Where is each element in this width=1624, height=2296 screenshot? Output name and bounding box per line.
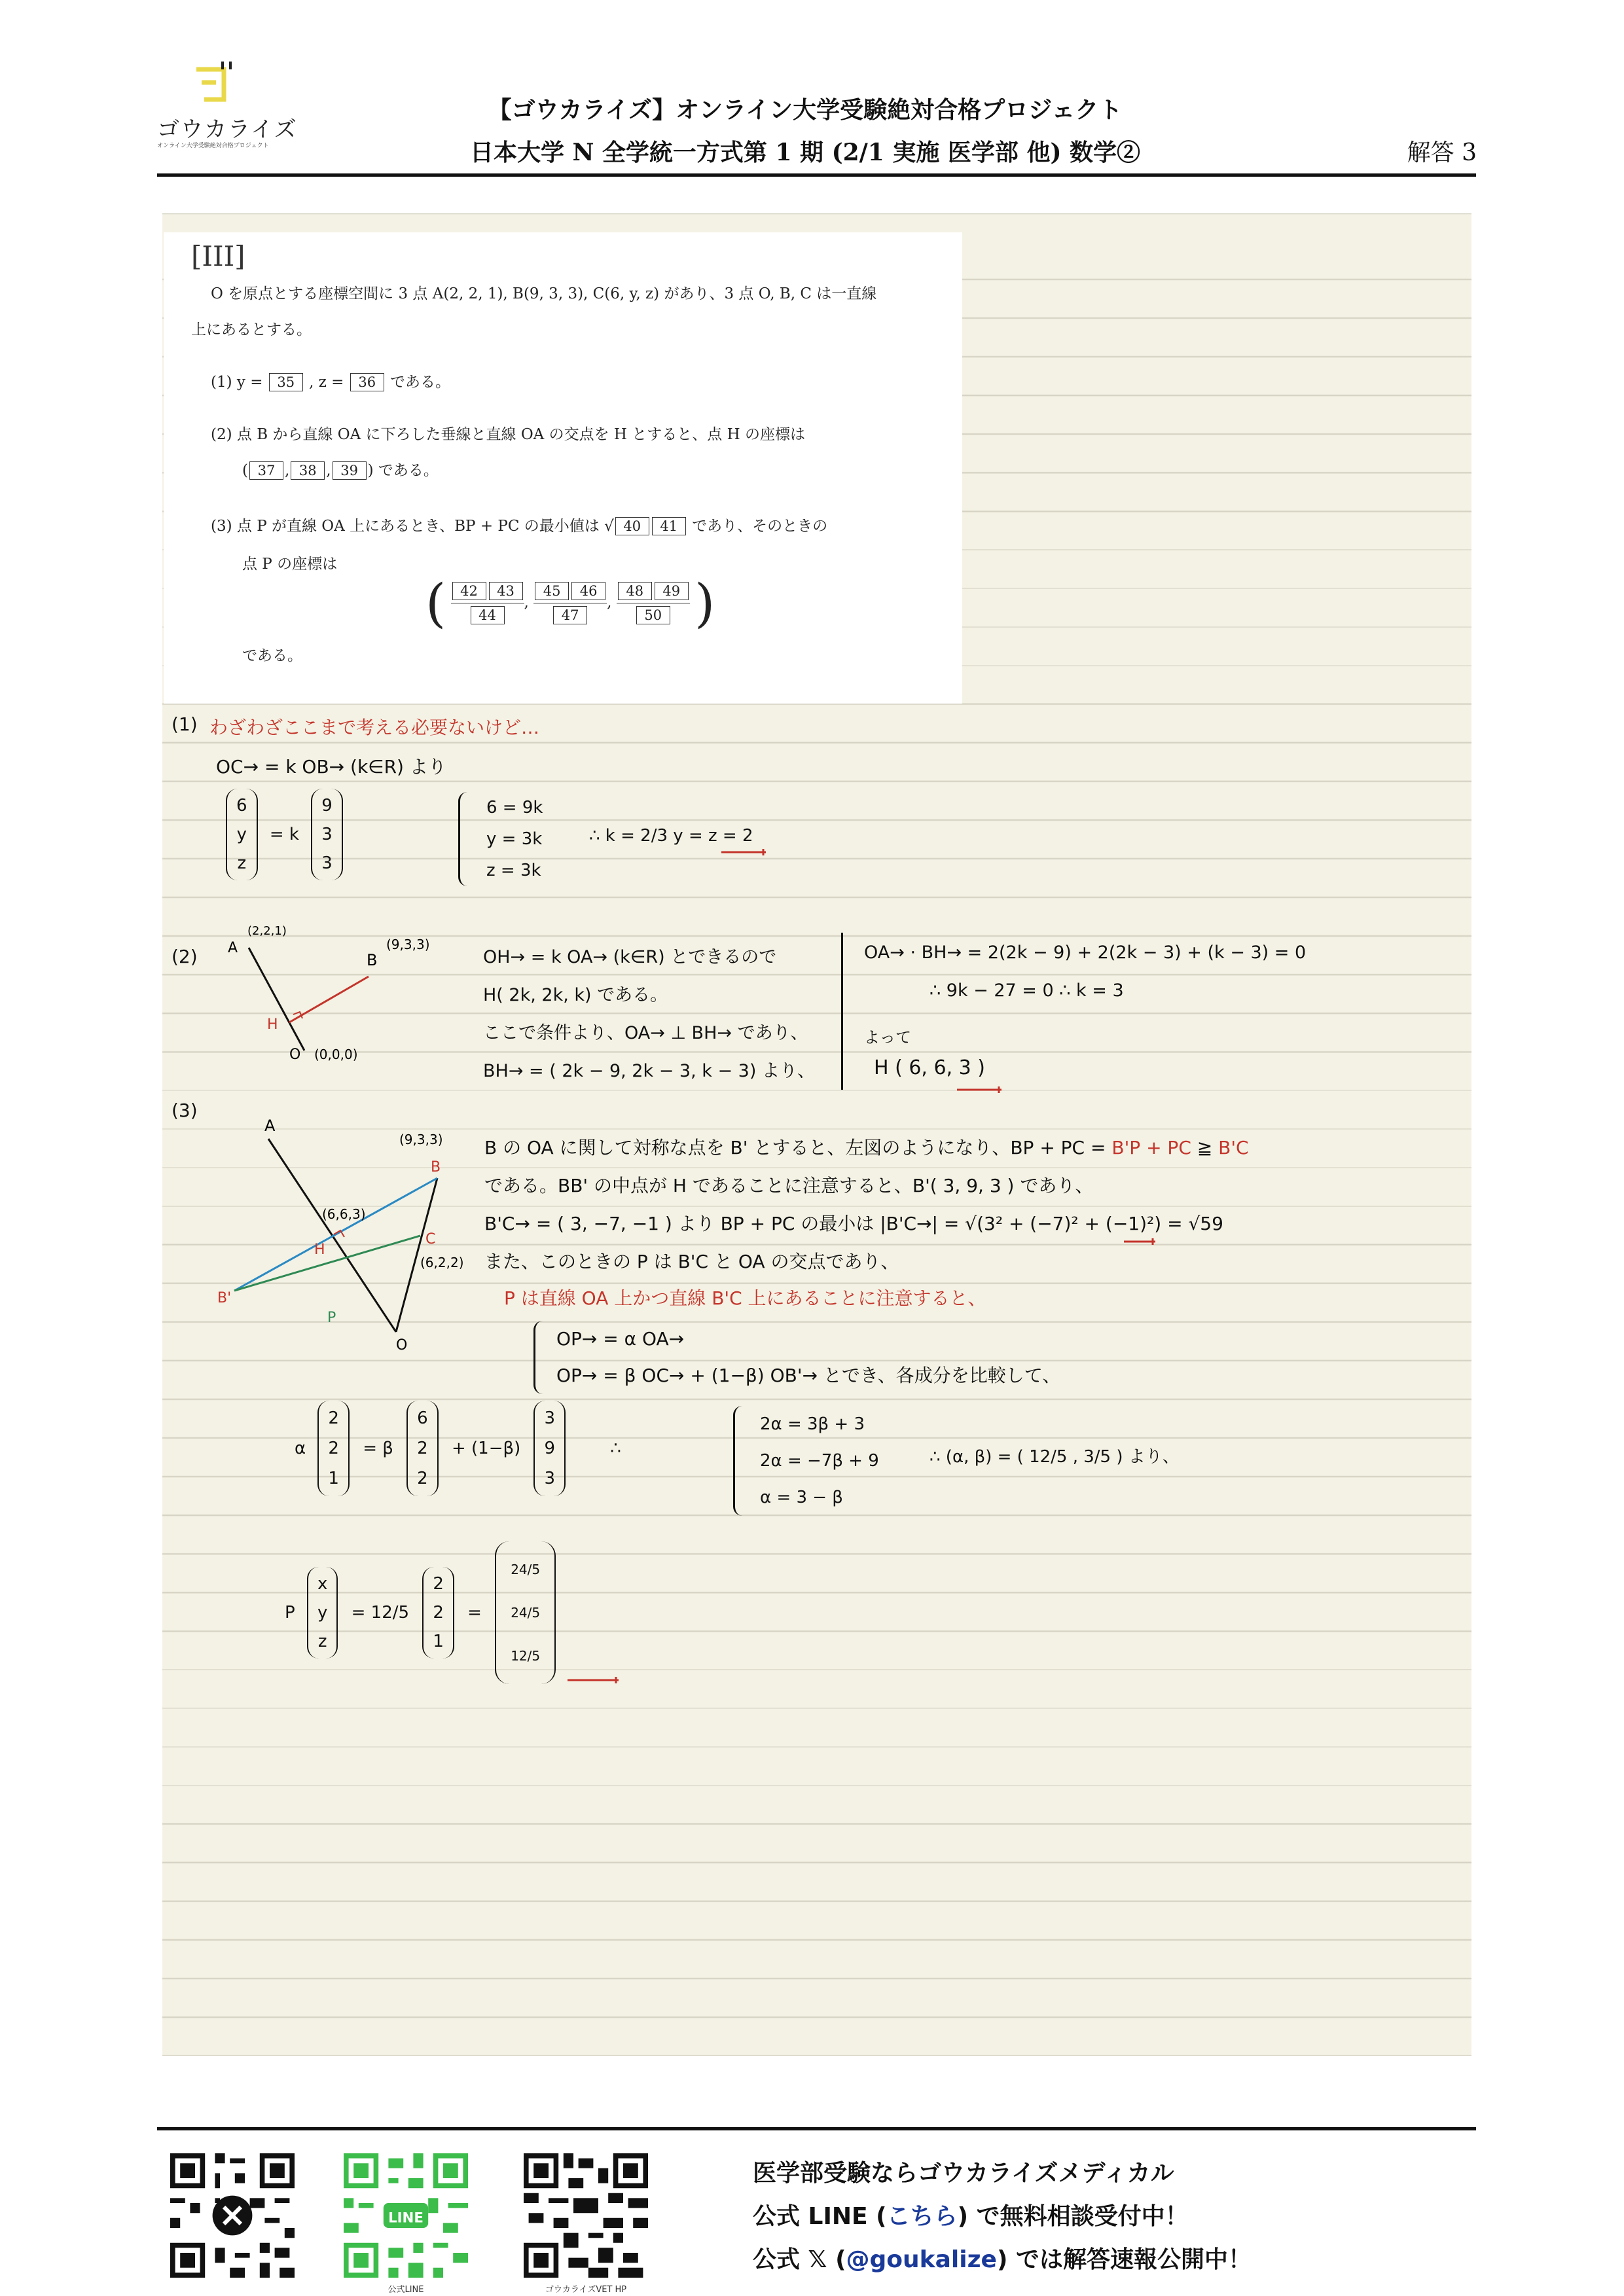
line-qr-code-icon[interactable] bbox=[344, 2153, 468, 2278]
label-b-coord: (9,3,3) bbox=[399, 1132, 443, 1147]
label-h: H bbox=[314, 1242, 325, 1258]
sol3-figure bbox=[209, 1106, 497, 1355]
label-b: B bbox=[367, 951, 378, 969]
label-o-coord: (0,0,0) bbox=[314, 1047, 358, 1062]
question-3-line2: 点 P の座標は bbox=[242, 556, 338, 573]
sol2-l2: H( 2k, 2k, k) である。 bbox=[483, 985, 668, 1005]
label-b-coord: (9,3,3) bbox=[386, 937, 430, 952]
question-2-answer: ( 37 , 38 , 39 ) である。 bbox=[242, 462, 439, 479]
sol2-r4: H ( 6, 6, 3 ) bbox=[874, 1056, 985, 1079]
sol1-vector-eq: 6 y z = k 9 3 3 bbox=[226, 789, 343, 880]
answer-box: 39 bbox=[333, 461, 367, 480]
line-bb-prime bbox=[234, 1178, 437, 1291]
sol3-system-ab: 2α = 3β + 3 2α = −7β + 9 α = 3 − β bbox=[733, 1406, 879, 1516]
sol2-l4: BH→ = ( 2k − 9, 2k − 3, k − 3) より、 bbox=[483, 1061, 815, 1081]
sol1-label: (1) bbox=[171, 713, 198, 735]
sol3-system-op: OP→ = α OA→ OP→ = β OC→ + (1−β) OB'→ とでき、各成分を比較して、 bbox=[533, 1321, 1060, 1394]
question-3: (3) 点 P が直線 OA 上にあるとき、BP + PC の最小値は √ 40 41 であり、そのときの bbox=[211, 518, 828, 535]
vector: 6 y z bbox=[226, 789, 258, 880]
vector: 6 2 2 bbox=[406, 1401, 439, 1496]
vector: 2 2 1 bbox=[317, 1401, 350, 1496]
sol2-label: (2) bbox=[171, 946, 198, 967]
answer-box: 37 bbox=[249, 461, 283, 480]
sol3-vector-eq: α 2 2 1 = β 6 2 2 + (1−β) 3 9 3 ∴ bbox=[295, 1401, 621, 1496]
answer-mark-icon bbox=[720, 848, 772, 857]
header-divider bbox=[157, 173, 1476, 177]
sol3-l1: B の OA に関して対称な点を B' とすると、左図のようになり、BP + PC = B'P + PC ≧ B'C bbox=[484, 1137, 1249, 1158]
label-a: A bbox=[228, 940, 238, 956]
sol3-l5: P は直線 OA 上かつ直線 B'C 上にあることに注意すると、 bbox=[504, 1287, 986, 1309]
sol1-system: 6 = 9k y = 3k z = 3k bbox=[458, 792, 543, 886]
answer-box: 41 bbox=[652, 517, 686, 535]
label-a: A bbox=[264, 1117, 276, 1135]
sol2-r2: ∴ 9k − 27 = 0 ∴ k = 3 bbox=[929, 980, 1124, 1001]
label-p: P bbox=[327, 1310, 336, 1326]
sol3-l3: B'C→ = ( 3, −7, −1 ) より BP + PC の最小は |B'C→| = √(3² + (−7)² + (−1)²) = √59 bbox=[484, 1213, 1223, 1234]
sol2-figure bbox=[216, 916, 478, 1067]
header-subtitle: 日本大学 N 全学統一方式第 1 期 (2/1 実施 医学部 他) 数学② bbox=[469, 139, 1141, 166]
sol3-alpha-beta: ∴ (α, β) = ( 12/5 , 3/5 ) より、 bbox=[929, 1447, 1180, 1467]
column-divider bbox=[841, 933, 843, 1090]
sol2-r1: OA→ · BH→ = 2(2k − 9) + 2(2k − 3) + (k − 3) = 0 bbox=[864, 942, 1307, 963]
sol3-l4: また、このときの P は B'C と OA の交点であり、 bbox=[484, 1251, 899, 1272]
line-bprime-c bbox=[234, 1236, 420, 1291]
line-logo-text: LINE bbox=[388, 2210, 424, 2227]
line-oa bbox=[249, 948, 304, 1050]
answer-vector: 24/5 24/5 12/5 bbox=[495, 1541, 556, 1684]
sol3-label: (3) bbox=[171, 1100, 198, 1121]
logo-text: ゴウカライズ bbox=[157, 117, 298, 143]
answer-mark-icon bbox=[956, 1085, 1008, 1094]
logo-icon bbox=[190, 60, 236, 107]
line-link[interactable]: こちら bbox=[886, 2203, 958, 2230]
label-b: B bbox=[431, 1159, 441, 1175]
problem-number: [III] bbox=[191, 240, 245, 272]
header-title: 【ゴウカライズ】オンライン大学受験絶対合格プロジェクト bbox=[488, 96, 1123, 124]
label-c: C bbox=[425, 1231, 436, 1247]
page-label: 解答 3 bbox=[1407, 139, 1477, 166]
sol3-l2: である。BB' の中点が H であることに注意すると、B'( 3, 9, 3 ) であり、 bbox=[484, 1175, 1094, 1196]
sol3-p-result: P x y z = 12/5 2 2 1 = 24/5 24/5 12/5 bbox=[285, 1541, 556, 1684]
label-o: O bbox=[396, 1337, 408, 1354]
sol1-remark: わざわざここまで考える必要ないけど… bbox=[209, 717, 540, 738]
answer-box: 35 bbox=[269, 373, 303, 391]
sol1-line1: OC→ = k OB→ (k∈R) より bbox=[216, 756, 446, 778]
vector: 2 2 1 bbox=[422, 1567, 454, 1659]
footer-line-1: 医学部受験ならゴウカライズメディカル bbox=[753, 2160, 1174, 2187]
sol2-l3: ここで条件より、OA→ ⊥ BH→ であり、 bbox=[483, 1023, 808, 1043]
question-1: (1) y = 35 , z = 36 である。 bbox=[211, 374, 451, 391]
answer-mark-icon bbox=[566, 1676, 625, 1685]
vector: 3 9 3 bbox=[533, 1401, 566, 1496]
problem-intro-2: 上にあるとする。 bbox=[191, 321, 312, 338]
answer-mark-icon bbox=[1123, 1237, 1162, 1246]
label-b-prime: B' bbox=[217, 1290, 232, 1306]
vector: 9 3 3 bbox=[311, 789, 343, 880]
question-3-end: である。 bbox=[242, 647, 302, 664]
footer-line-3: 公式 𝕏 (@goukalize) では解答速報公開中！ bbox=[753, 2246, 1252, 2273]
label-o: O bbox=[289, 1047, 301, 1063]
x-qr-code-icon[interactable] bbox=[170, 2153, 295, 2278]
vector: x y z bbox=[307, 1567, 338, 1659]
x-account-link[interactable]: @goukalize bbox=[846, 2246, 997, 2273]
question-3-coords: ( 42 43 44, 45 46 47, 48 49 50 ) bbox=[425, 573, 715, 634]
footer-divider bbox=[157, 2127, 1476, 2130]
label-a-coord: (2,2,1) bbox=[247, 924, 287, 938]
sol2-l1: OH→ = k OA→ (k∈R) とできるので bbox=[483, 947, 777, 967]
label-c-coord: (6,2,2) bbox=[420, 1255, 464, 1270]
sol1-result: ∴ k = 2/3 y = z = 2 bbox=[589, 826, 753, 846]
question-2: (2) 点 B から直線 OA に下ろした垂線と直線 OA の交点を H とすると、点 H の座標は bbox=[211, 426, 805, 443]
label-h: H bbox=[267, 1016, 278, 1033]
sol2-r3: よって bbox=[864, 1028, 911, 1047]
answer-box: 40 bbox=[615, 517, 649, 535]
problem-intro-1: O を原点とする座標空間に 3 点 A(2, 2, 1), B(9, 3, 3), C(6, y, z) があり、3 点 O, B, C は一直線 bbox=[211, 285, 877, 302]
label-h-coord: (6,6,3) bbox=[322, 1206, 366, 1222]
footer-line-2: 公式 LINE (こちら) で無料相談受付中！ bbox=[753, 2203, 1189, 2230]
hp-qr-code-icon[interactable] bbox=[524, 2153, 648, 2278]
answer-box: 38 bbox=[291, 461, 325, 480]
qr-line-label: 公式LINE bbox=[388, 2285, 424, 2295]
answer-box: 36 bbox=[350, 373, 384, 391]
qr-hp-label: ゴウカライズVET HP bbox=[545, 2285, 627, 2295]
logo-subtitle: オンライン大学受験絶対合格プロジェクト bbox=[157, 143, 269, 149]
problem-statement bbox=[164, 232, 962, 704]
